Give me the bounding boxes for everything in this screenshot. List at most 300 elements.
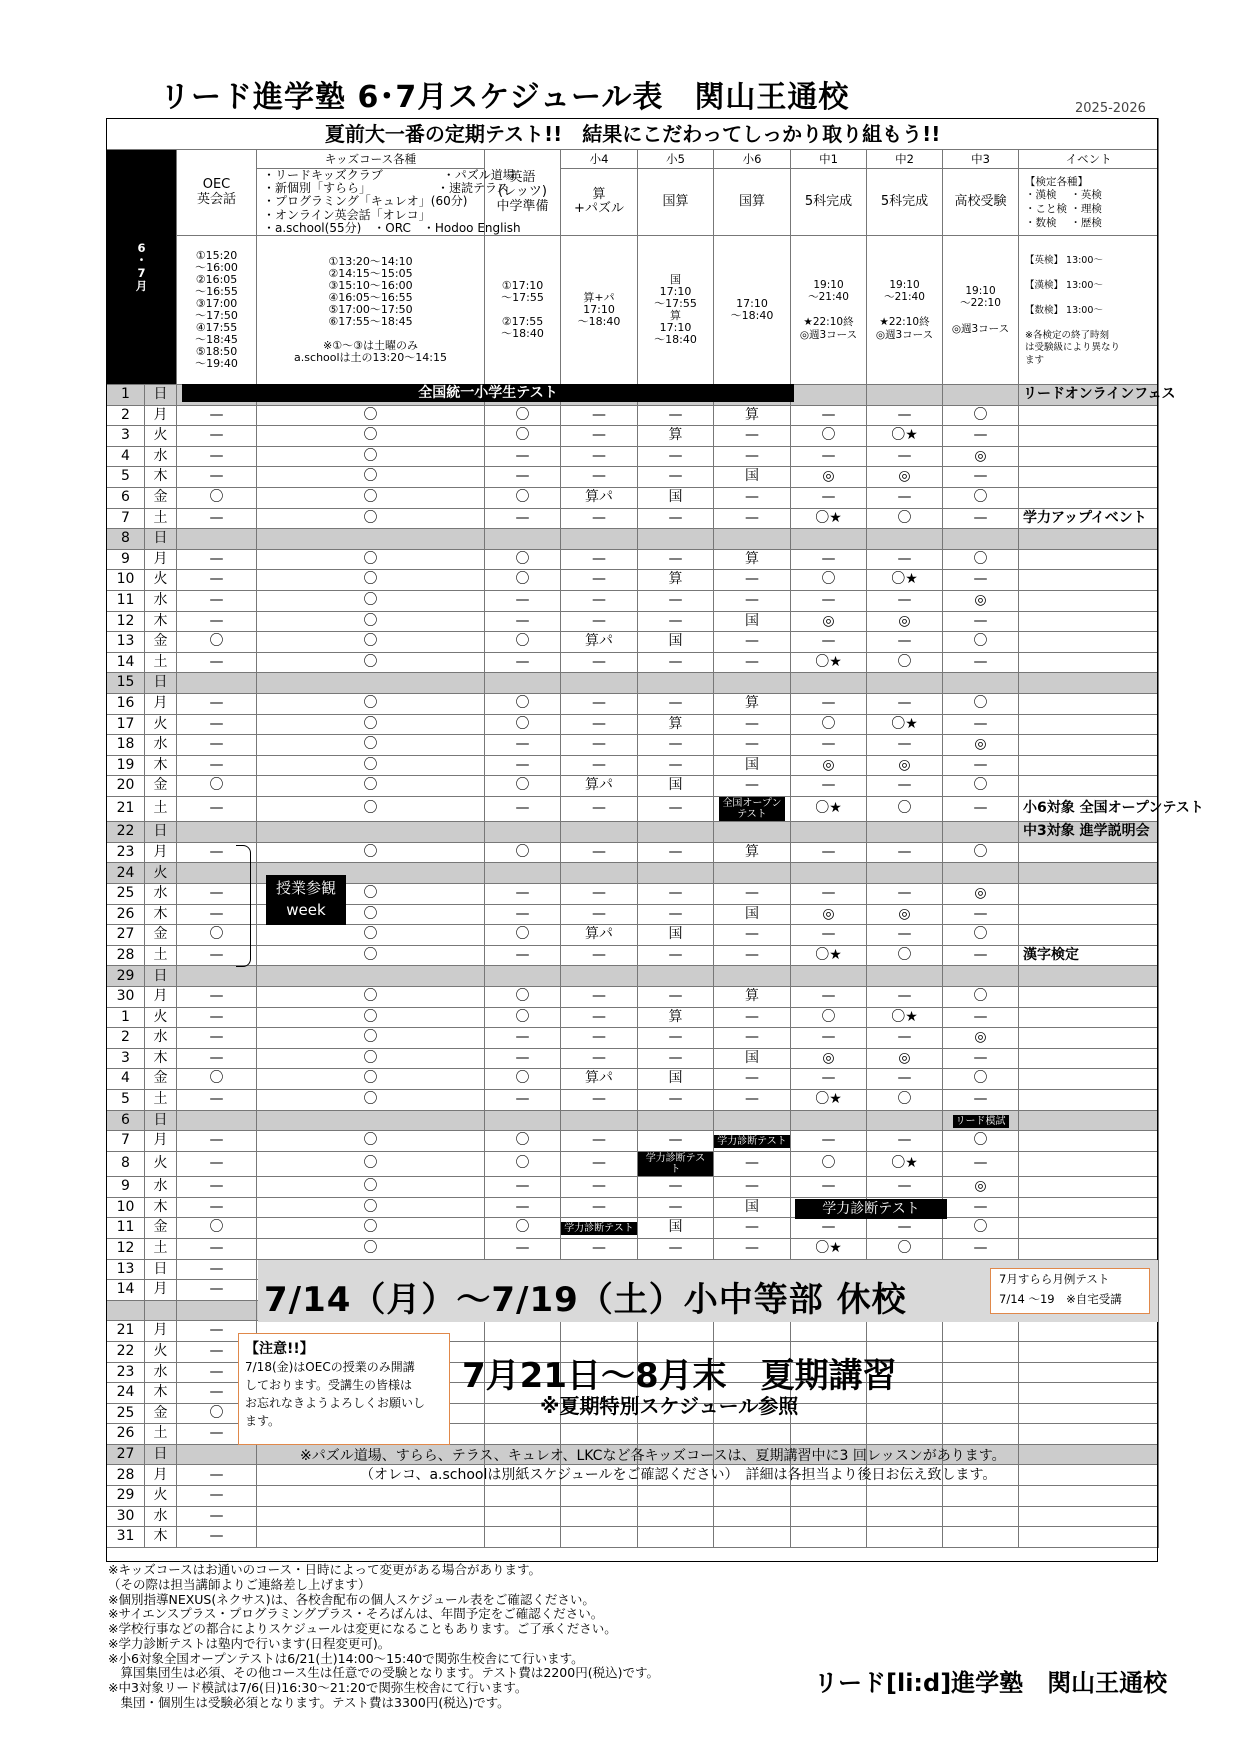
cell: — xyxy=(638,508,714,529)
cell: 29 xyxy=(107,1486,145,1507)
cell: — xyxy=(561,1238,638,1259)
cell: — xyxy=(943,904,1019,925)
cell: 4 xyxy=(107,446,145,467)
cell: 1 xyxy=(107,385,145,406)
cell: — xyxy=(791,1131,867,1152)
kids-course-list: ・リードキッズクラブ ・パズル道場 ・新個別「すらら」 ・速読テラス ・プログラミング「キュレオ」(60分) ・オンライン英会話「オレコ」 ・a.school(55分) ・ORC ・Hodoo English xyxy=(257,169,485,236)
cell: — xyxy=(177,1177,257,1198)
cell: — xyxy=(714,1151,791,1176)
cell: 〇 xyxy=(257,1028,485,1049)
cell: — xyxy=(485,904,561,925)
footnote: ※個別指導NEXUS(ネクサス)は、各校舎配布の個人スケジュール表をご確認ください。 xyxy=(108,1591,595,1607)
grade-header: 小5 xyxy=(638,150,714,169)
cell: 〇 xyxy=(257,1089,485,1110)
cell: 漢字検定 xyxy=(1019,945,1159,966)
cell: 国 xyxy=(638,487,714,508)
footnote: ※学校行事などの都合によりスケジュールは変更になることもあります。ご了承ください。 xyxy=(108,1621,617,1636)
cell: — xyxy=(943,508,1019,529)
cell: 〇 xyxy=(943,1069,1019,1090)
closure-text: 7/14（月）～7/19（土）小中等部 休校 xyxy=(264,1280,907,1320)
cell: 〇 xyxy=(943,1131,1019,1152)
cell: — xyxy=(867,549,943,570)
cell: — xyxy=(485,611,561,632)
cell: — xyxy=(714,1177,791,1198)
cell: — xyxy=(177,1197,257,1218)
cell: 〇 xyxy=(791,714,867,735)
cell: — xyxy=(177,1362,257,1383)
footnote: ※キッズコースはお通いのコース・日時によって変更がある場合があります。 xyxy=(108,1562,541,1577)
cell: 〇 xyxy=(485,1218,561,1239)
cell: 火 xyxy=(145,1486,177,1507)
cell: 木 xyxy=(145,611,177,632)
cell: — xyxy=(561,1151,638,1176)
cell: — xyxy=(177,1028,257,1049)
cell: 7 xyxy=(107,1131,145,1152)
cell: — xyxy=(561,904,638,925)
cell: — xyxy=(561,426,638,447)
cell: 12 xyxy=(107,1238,145,1259)
cell: 土 xyxy=(145,796,177,821)
cell: 〇 xyxy=(177,1069,257,1090)
cell: — xyxy=(177,904,257,925)
cell: — xyxy=(177,796,257,821)
cell: 算 xyxy=(714,987,791,1008)
cell: 23 xyxy=(107,1362,145,1383)
cell: 5 xyxy=(107,1089,145,1110)
cell: 日 xyxy=(145,1259,177,1280)
cell: 28 xyxy=(107,945,145,966)
cell: 国 xyxy=(638,925,714,946)
cell: 小6対象 全国オープンテスト xyxy=(1019,796,1159,821)
cell: — xyxy=(638,446,714,467)
cell: — xyxy=(561,590,638,611)
cell: 〇★ xyxy=(791,1089,867,1110)
cell: — xyxy=(561,1089,638,1110)
cell: 6 xyxy=(107,487,145,508)
cell: — xyxy=(714,508,791,529)
cell: 25 xyxy=(107,884,145,905)
cell: 月 xyxy=(145,549,177,570)
cell: 28 xyxy=(107,1465,145,1486)
cell: — xyxy=(943,714,1019,735)
cell: — xyxy=(177,1465,257,1486)
cell: 月 xyxy=(145,1131,177,1152)
cell: 水 xyxy=(145,446,177,467)
c3-times: 19:10 ～22:10 ◎週3コース xyxy=(943,236,1019,385)
cell: 算 xyxy=(714,693,791,714)
cell: — xyxy=(561,549,638,570)
cell: — xyxy=(791,1177,867,1198)
cell: — xyxy=(638,590,714,611)
cell: — xyxy=(943,1089,1019,1110)
cell: — xyxy=(714,570,791,591)
cell: 〇 xyxy=(943,925,1019,946)
cell: 算パ xyxy=(561,632,638,653)
cell: 日 xyxy=(145,529,177,550)
cell: — xyxy=(561,467,638,488)
cell: — xyxy=(867,925,943,946)
cell: 26 xyxy=(107,904,145,925)
cell: 〇 xyxy=(257,446,485,467)
cell: — xyxy=(714,1069,791,1090)
banner: 夏前大一番の定期テスト!! 結果にこだわってしっかり取り組もう!! xyxy=(107,119,1159,150)
cell: — xyxy=(177,693,257,714)
cell: — xyxy=(714,632,791,653)
cell: 〇 xyxy=(485,405,561,426)
cell: 1 xyxy=(107,1007,145,1028)
cell: 算 xyxy=(714,405,791,426)
cell: — xyxy=(638,549,714,570)
cell: — xyxy=(561,446,638,467)
grade-header: 小6 xyxy=(714,150,791,169)
cell: 水 xyxy=(145,735,177,756)
cell: 〇 xyxy=(485,1131,561,1152)
month-label: 6 ・ 7 月 xyxy=(107,150,177,385)
cell: — xyxy=(791,1069,867,1090)
cell: 29 xyxy=(107,966,145,987)
cell: 24 xyxy=(107,863,145,884)
cell: — xyxy=(943,1007,1019,1028)
event-detail: 【検定各種】 ・漢検 ・英検 ・こと検 ・理検 ・数検 ・歴検 xyxy=(1019,169,1159,236)
cell: 〇 xyxy=(943,1218,1019,1239)
cell: 30 xyxy=(107,987,145,1008)
summer-subtitle: ※夏期特別スケジュール参照 xyxy=(540,1394,799,1418)
cell: 〇★ xyxy=(791,508,867,529)
cell: 〇 xyxy=(257,1131,485,1152)
cell: 国 xyxy=(638,632,714,653)
cell: — xyxy=(561,693,638,714)
cell: — xyxy=(943,1151,1019,1176)
cell: 〇 xyxy=(485,632,561,653)
cell: — xyxy=(561,508,638,529)
cell: — xyxy=(177,426,257,447)
cell: 〇 xyxy=(867,796,943,821)
cell: — xyxy=(638,755,714,776)
cell: 〇 xyxy=(943,487,1019,508)
cell: — xyxy=(867,487,943,508)
cell: 〇 xyxy=(257,1177,485,1198)
cell: 〇 xyxy=(257,735,485,756)
cell: — xyxy=(177,1007,257,1028)
footnote: 算国集団生は必須、その他コース生は任意での受験となります。テスト費は2200円(税込)です。 xyxy=(108,1665,659,1681)
cell: 〇★ xyxy=(791,652,867,673)
cell: 国 xyxy=(714,1197,791,1218)
cell: 〇★ xyxy=(791,945,867,966)
test-tag: 学力診断テスト xyxy=(638,1152,713,1176)
footnote: ※中3対象リード模試は7/6(日)16:30～21:20で関弥生校舎にて行います。 xyxy=(108,1680,528,1695)
cell: — xyxy=(561,1048,638,1069)
cell: — xyxy=(867,405,943,426)
cell: ◎ xyxy=(943,590,1019,611)
cell: 〇 xyxy=(177,776,257,797)
cell: 国 xyxy=(714,1048,791,1069)
cell: 〇 xyxy=(485,776,561,797)
cell: — xyxy=(791,842,867,863)
cell: — xyxy=(638,1197,714,1218)
cell: — xyxy=(867,632,943,653)
cell: — xyxy=(867,1069,943,1090)
cell: 火 xyxy=(145,570,177,591)
cell: 〇 xyxy=(257,1069,485,1090)
cell: 24 xyxy=(107,1383,145,1404)
cell: 〇★ xyxy=(867,714,943,735)
cell: — xyxy=(791,987,867,1008)
cell: 13 xyxy=(107,632,145,653)
cell: 20 xyxy=(107,776,145,797)
summer-note-2: （オレコ、a.schoolは別紙スケジュールをご確認ください） 詳細は各担当より後日お伝え致します。 xyxy=(360,1467,997,1483)
cell: 〇 xyxy=(257,590,485,611)
cell: — xyxy=(561,1177,638,1198)
cell: リードオンラインフェス xyxy=(1019,385,1159,406)
cell: 〇 xyxy=(867,945,943,966)
footnote: 集団・個別生は受験必須となります。テスト費は3300円(税込)です。 xyxy=(108,1694,510,1710)
cell: — xyxy=(867,590,943,611)
cell: 〇★ xyxy=(867,426,943,447)
g5-times: 国 17:10 ～17:55 算 17:10 ～18:40 xyxy=(638,236,714,385)
cell: — xyxy=(561,570,638,591)
cell: — xyxy=(791,487,867,508)
cell: — xyxy=(714,590,791,611)
caution-body: 7/18(金)はOECの授業のみ開講 しております。受講生の皆様は お忘れなきようよろしくお願いし ます。 xyxy=(245,1360,426,1428)
cell: 日 xyxy=(145,1444,177,1465)
grade-subject: 高校受験 xyxy=(943,169,1019,236)
cell: — xyxy=(485,590,561,611)
event-times: 【英検】 13:00～ 【漢検】 13:00～ 【数検】 13:00～ ※各検定の終了時刻 は受験級により異なり ます xyxy=(1019,236,1159,385)
cell: 木 xyxy=(145,1048,177,1069)
cell: ◎ xyxy=(867,611,943,632)
cell: — xyxy=(177,1321,257,1342)
cell: 算 xyxy=(638,426,714,447)
cell: 金 xyxy=(145,1403,177,1424)
g6-times: 17:10 ～18:40 xyxy=(714,236,791,385)
cell: — xyxy=(485,1177,561,1198)
cell: 11 xyxy=(107,1218,145,1239)
cell: — xyxy=(714,1218,791,1239)
cell: — xyxy=(177,755,257,776)
cell: ◎ xyxy=(943,1177,1019,1198)
cell: — xyxy=(177,1259,257,1280)
cell: 14 xyxy=(107,652,145,673)
cell: 日 xyxy=(145,822,177,843)
cell: 木 xyxy=(145,1383,177,1404)
cell: 〇 xyxy=(177,487,257,508)
cell: 水 xyxy=(145,884,177,905)
cell: — xyxy=(638,652,714,673)
cell: — xyxy=(177,735,257,756)
cell: — xyxy=(177,570,257,591)
cell: 国 xyxy=(714,467,791,488)
cell: — xyxy=(485,735,561,756)
cell: 〇★ xyxy=(867,1151,943,1176)
grade-subject: 国算 xyxy=(714,169,791,236)
cell: ◎ xyxy=(943,735,1019,756)
cell: 8 xyxy=(107,529,145,550)
cell: — xyxy=(638,1048,714,1069)
english-header: 英語 (レッツ) 中学準備 xyxy=(485,150,561,236)
grade-header: 中3 xyxy=(943,150,1019,169)
cell: — xyxy=(943,652,1019,673)
cell: — xyxy=(714,1089,791,1110)
cell: 日 xyxy=(145,966,177,987)
cell: ◎ xyxy=(943,1028,1019,1049)
bracket xyxy=(236,845,251,967)
cell: 〇 xyxy=(485,549,561,570)
cell: 〇 xyxy=(257,842,485,863)
cell: 〇 xyxy=(177,925,257,946)
cell: — xyxy=(485,1238,561,1259)
cell: 9 xyxy=(107,549,145,570)
cell: ◎ xyxy=(791,755,867,776)
cell: 月 xyxy=(145,1321,177,1342)
cell: ◎ xyxy=(867,755,943,776)
cell: 〇 xyxy=(485,426,561,447)
cell: — xyxy=(561,1007,638,1028)
footnote: ※サイエンスプラス・プログラミングプラス・そろばんは、年間予定をご確認ください。 xyxy=(108,1606,604,1622)
cell: — xyxy=(791,693,867,714)
cell: — xyxy=(791,735,867,756)
cell: 〇 xyxy=(257,693,485,714)
cell: 〇 xyxy=(943,842,1019,863)
cell: 19 xyxy=(107,755,145,776)
cell: 土 xyxy=(145,508,177,529)
cell: 金 xyxy=(145,925,177,946)
cell: — xyxy=(638,945,714,966)
cell: 〇 xyxy=(257,632,485,653)
brand-footer: リード[li:d]進学塾 関山王通校 xyxy=(814,1669,1168,1697)
cell: — xyxy=(177,446,257,467)
cell: 〇 xyxy=(257,776,485,797)
cell: — xyxy=(791,446,867,467)
cell: — xyxy=(485,796,561,821)
cell: — xyxy=(561,652,638,673)
cell: 〇 xyxy=(485,487,561,508)
cell: 〇 xyxy=(791,1151,867,1176)
cell: 〇 xyxy=(791,1007,867,1028)
grade-subject: 算 +パズル xyxy=(561,169,638,236)
national-test-bar: 全国統一小学生テスト xyxy=(182,384,794,402)
cell: — xyxy=(638,842,714,863)
cell: 〇 xyxy=(257,549,485,570)
cell: 〇 xyxy=(257,652,485,673)
cell: — xyxy=(561,405,638,426)
cell: — xyxy=(638,735,714,756)
cell: 〇 xyxy=(177,1218,257,1239)
cell: 算 xyxy=(714,549,791,570)
cell: — xyxy=(714,945,791,966)
oec-times: ①15:20 ～16:00 ②16:05 ～16:55 ③17:00 ～17:50 ④17:55 ～18:45 ⑤18:50 ～19:40 xyxy=(177,236,257,385)
cell: 金 xyxy=(145,487,177,508)
cell: 算パ xyxy=(561,1069,638,1090)
cell: 6 xyxy=(107,1110,145,1131)
grade-header: 小4 xyxy=(561,150,638,169)
cell: 〇 xyxy=(257,1151,485,1176)
cell: 国 xyxy=(714,611,791,632)
cell: — xyxy=(791,405,867,426)
cell: — xyxy=(943,796,1019,821)
cell: 〇 xyxy=(791,570,867,591)
cell: — xyxy=(177,652,257,673)
cell: 8 xyxy=(107,1151,145,1176)
cell: — xyxy=(177,1131,257,1152)
cell: — xyxy=(638,904,714,925)
cell: 算パ xyxy=(561,487,638,508)
cell: 27 xyxy=(107,925,145,946)
cell: — xyxy=(791,1218,867,1239)
cell: 17 xyxy=(107,714,145,735)
cell: 11 xyxy=(107,590,145,611)
cell: 〇 xyxy=(257,426,485,447)
cell: 火 xyxy=(145,1341,177,1362)
cell: 〇 xyxy=(257,487,485,508)
cell: — xyxy=(561,796,638,821)
cell: 〇 xyxy=(177,632,257,653)
event-header: イベント xyxy=(1019,150,1159,169)
cell: 木 xyxy=(145,467,177,488)
cell: — xyxy=(638,987,714,1008)
cell: 国 xyxy=(638,776,714,797)
cell: 15 xyxy=(107,673,145,694)
cell: 金 xyxy=(145,776,177,797)
cell: 〇 xyxy=(867,1238,943,1259)
cell: — xyxy=(791,884,867,905)
cell: — xyxy=(561,755,638,776)
summer-title: 7月21日～8月末 夏期講習 xyxy=(462,1356,897,1396)
cell: — xyxy=(867,987,943,1008)
cell: 〇 xyxy=(485,693,561,714)
cell: — xyxy=(791,1028,867,1049)
cell: 学力アップイベント xyxy=(1019,508,1159,529)
cell: ◎ xyxy=(867,467,943,488)
cell: 〇 xyxy=(257,796,485,821)
cell: 〇 xyxy=(257,467,485,488)
cell: 〇 xyxy=(257,987,485,1008)
summer-note-1: ※パズル道場、すらら、テラス、キュレオ、LKCなど各キッズコースは、夏期講習中に3 回レッスンがあります。 xyxy=(300,1448,1006,1464)
cell: 土 xyxy=(145,1424,177,1445)
cell: 〇★ xyxy=(867,1007,943,1028)
cell: — xyxy=(485,1197,561,1218)
cell: 〇 xyxy=(257,904,485,925)
cell: 〇 xyxy=(485,925,561,946)
cell: 〇★ xyxy=(867,570,943,591)
cell: — xyxy=(485,884,561,905)
cell: 〇 xyxy=(257,405,485,426)
kids-header: キッズコース各種 xyxy=(257,150,485,169)
cell: 月 xyxy=(145,842,177,863)
cell: — xyxy=(177,467,257,488)
cell: 月 xyxy=(145,987,177,1008)
cell: — xyxy=(867,735,943,756)
cell: — xyxy=(714,735,791,756)
cell: — xyxy=(638,1131,714,1152)
cell: 国 xyxy=(714,755,791,776)
cell: 火 xyxy=(145,714,177,735)
cell: — xyxy=(177,1280,257,1301)
cell: 2 xyxy=(107,1028,145,1049)
cell: — xyxy=(561,1197,638,1218)
cell: — xyxy=(714,776,791,797)
test-tag: 学力診断テスト xyxy=(561,1222,637,1235)
cell: 土 xyxy=(145,652,177,673)
cell: 26 xyxy=(107,1424,145,1445)
cell: 9 xyxy=(107,1177,145,1198)
cell: 〇 xyxy=(257,611,485,632)
cell: — xyxy=(791,549,867,570)
cell: 〇 xyxy=(485,987,561,1008)
cell: ◎ xyxy=(791,1048,867,1069)
cell: ◎ xyxy=(867,904,943,925)
cell: 〇 xyxy=(943,693,1019,714)
cell: 日 xyxy=(145,673,177,694)
